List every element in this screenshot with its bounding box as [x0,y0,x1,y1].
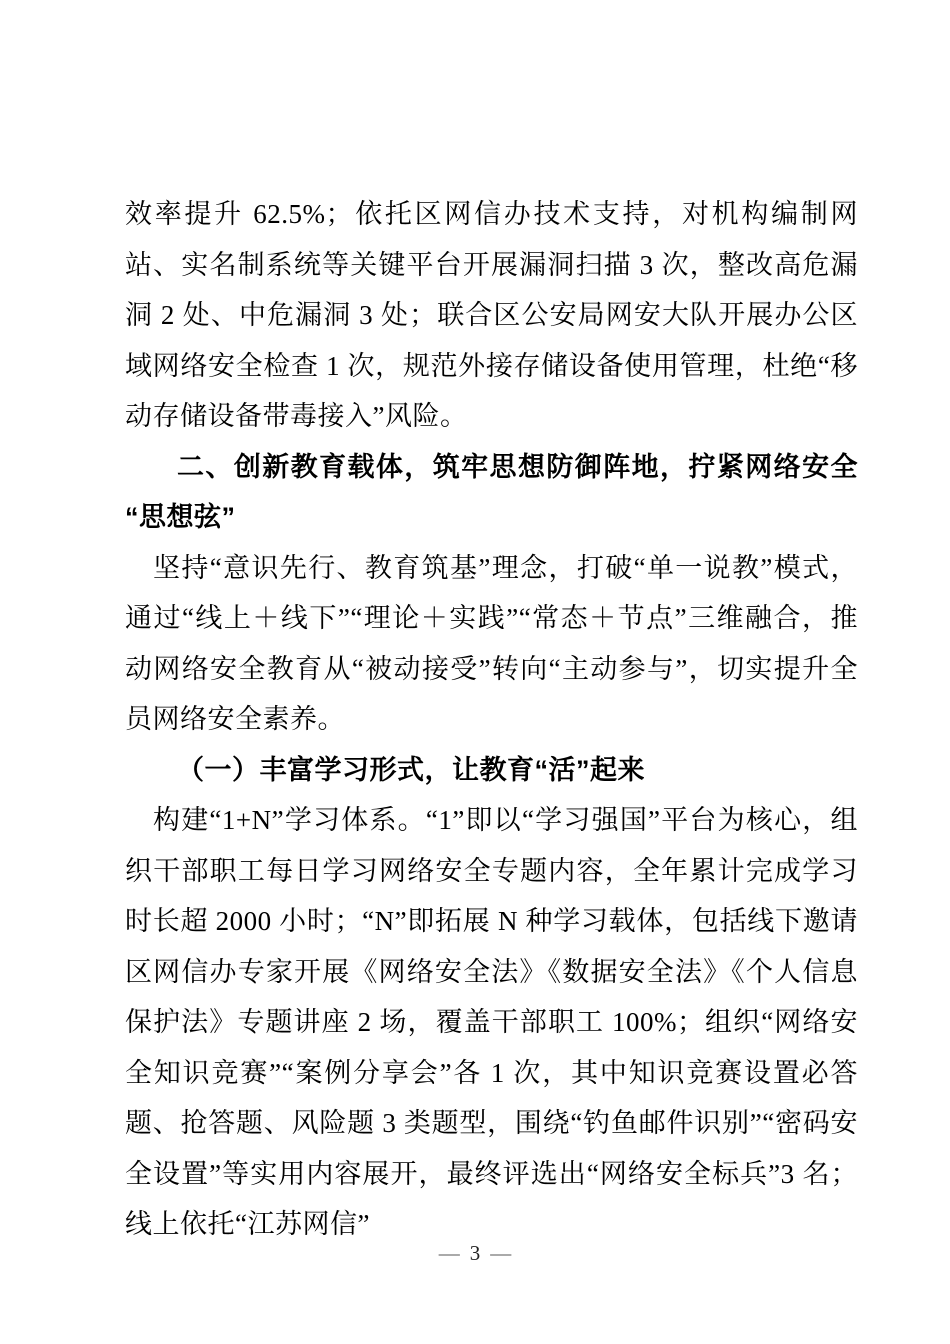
paragraph: 构建“1+N”学习体系。“1”即以“学习强国”平台为核心，组织干部职工每日学习网络安全专题内容，全年累计完成学习时长超 2000 小时；“N”即拓展 N 种学习载体，包括线下邀请区网信办专家开展《网络安全法》《数据安全法》《个人信息保护法》专题讲座 2 场，覆盖干部职工 100%；组织“网络安全知识竞赛”“案例分享会”各 1 次，其中知识竞赛设置必答题、抢答题、风险题 3 类题型，围绕“钓鱼邮件识别”“密码安全设置”等实用内容展开，最终评选出“网络安全标兵”3 名；线上依托“江苏网信” [125,805,858,1239]
footer-dash-right: — [490,1241,512,1265]
paragraph: 坚持“意识先行、教育筑基”理念，打破“单一说教”模式，通过“线上＋线下”“理论＋实践”“常态＋节点”三维融合，推动网络安全教育从“被动接受”转向“主动参与”，切实提升全员网络安全素养。 [125,552,858,734]
page-footer [0,1240,950,1266]
document-body [125,189,858,1250]
subsection-heading-1: （一）丰富学习形式，让教育“活”起来 [177,754,645,785]
footer-dash-left: — [438,1241,460,1265]
page-number: 3 [469,1241,481,1265]
paragraph-continuation: 效率提升 62.5%；依托区网信办技术支持，对机构编制网站、实名制系统等关键平台开展漏洞扫描 3 次，整改高危漏洞 2 处、中危漏洞 3 处；联合区公安局网安大队开展办公区域网络安全检查 1 次，规范外接存储设备使用管理，杜绝“移动存储设备带毒接入”风险。 [125,199,858,431]
section-heading-2: 二、创新教育载体，筑牢思想防御阵地，拧紧网络安全“思想弦” [125,451,858,532]
